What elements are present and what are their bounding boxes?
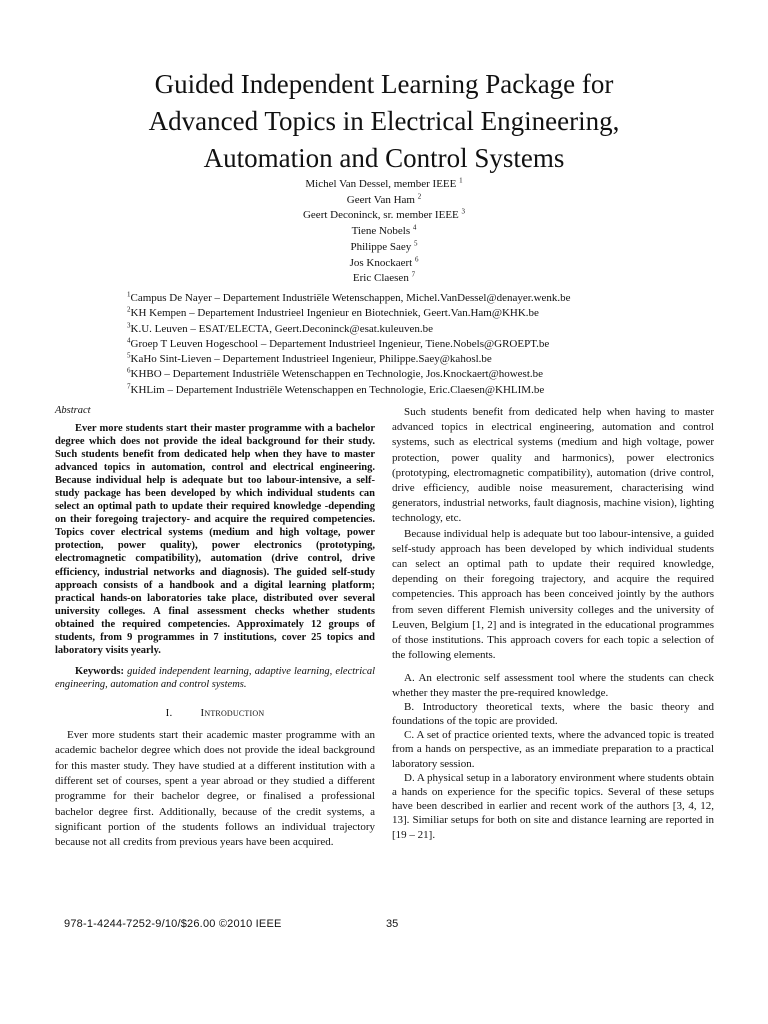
abstract-heading: Abstract: [55, 405, 91, 416]
section-title: Introduction: [200, 706, 265, 719]
title-line-2: Advanced Topics in Electrical Engineering,: [148, 106, 620, 136]
keywords: [55, 665, 375, 691]
author-entry: Jos Knockaert $^6$: [349, 254, 419, 269]
introduction-paragraph: Ever more students start their academic master programme with an academic bachelor degree which does not provide the ideal background for this master study. They have studied at a different institution with a different set of courses, spent a year abroad or they studied a different programme for their bachelor degree, or finalised a professional bachelor degree first. Additionally, because of the credit systems, a significant portion of the students follows an individual trajectory because not all credits from previous years have been acquired.: [55, 728, 375, 849]
affiliation-entry: $^5$KaHo Sint-Lieven – Departement Industrieel Ingenieur, Philippe.Saey@kahosl.be: [127, 351, 492, 366]
paper-title: [60, 66, 708, 177]
author-list: [184, 177, 584, 287]
affiliation-entry: $^2$KH Kempen – Departement Industrieel Ingenieur en Biotechniek, Geert.Van.Ham@KHK.be: [127, 305, 539, 320]
page-number: 35: [386, 918, 399, 930]
keywords-text: guided independent learning, adaptive learning, electrical engineering, automation and control systems.: [55, 665, 376, 690]
author-entry: Philippe Saey $^5$: [350, 239, 418, 253]
title-line-3: Automation and Control Systems: [203, 143, 565, 173]
author-entry: Eric Claesen $^7$: [352, 270, 416, 285]
author-entry: Michel Van Dessel, member IEEE $^1$: [305, 176, 463, 190]
body-paragraph: Because individual help is adequate but too labour-intensive, a guided self-study approach has been developed by which individual students can select an optimal path to update their required knowledge, depending on their foregoing trajectory, and acquire the required competencies. This approach has been conceived jointly by the authors from seven different Flemish university colleges and the university of Leuven, Belgium [1, 2] and is integrated in the educational programmes of those institutions. This approach covers for each topic a selection of the following elements.: [392, 527, 714, 662]
affiliation-entry: $^4$Groep T Leuven Hogeschool – Departement Industrieel Ingenieur, Tiene.Nobels@GROEPT.be: [127, 336, 550, 350]
title-line-1: Guided Independent Learning Package for: [154, 69, 614, 99]
list-item: B. Introductory theoretical texts, where the basic theory and foundations of the topic are provided.: [392, 700, 714, 728]
footer-copyright: 978-1-4244-7252-9/10/$26.00 ©2010 IEEE: [64, 918, 282, 930]
affiliation-entry: $^7$KHLim – Departement Industriële Wetenschappen en Technologie, Eric.Claesen@KHLIM.be: [127, 382, 545, 396]
list-item: D. A physical setup in a laboratory environment where students obtain a hands on experience for the specific topics. Several of these setups have been described in earlier and recent work of the authors [3, 4, 12, 13]. Similiar setups for both on site and distance learning are reported in [19 – 21].: [392, 771, 714, 841]
list-item: A. An electronic self assessment tool where the students can check whether they master the pre-required knowledge.: [392, 672, 714, 699]
right-column: [392, 405, 714, 842]
keywords-label: Keywords:: [75, 665, 124, 677]
section-heading-introduction: [55, 706, 375, 720]
author-entry: Geert Van Ham $^2$: [346, 192, 422, 206]
affiliation-entry: $^1$Campus De Nayer – Departement Industriële Wetenschappen, Michel.VanDessel@denayer.wenk.be: [127, 290, 571, 304]
paragraph-gap: [392, 663, 714, 671]
affiliation-entry: $^6$KHBO – Departement Industriële Wetenschappen en Technologie, Jos.Knockaert@howest.be: [127, 366, 544, 381]
affiliation-list: [127, 291, 687, 398]
section-number: I.: [165, 706, 173, 719]
body-paragraph: Such students benefit from dedicated help when having to master advanced topics in electrical engineering, automation and control systems, such as electrical systems (medium and high voltage, power protection, power quality and harmonics), power electronics (prototyping, electromagnetic compatibility), automation (drive control, drive efficiency, audible noise measurement, characterising wind generators, industrial networks, fault diagnosis, machine vision), lighting technology, etc.: [392, 406, 714, 525]
left-column: [55, 404, 375, 851]
list-item: C. A set of practice oriented texts, where the advanced topic is treated from a hands on perspective, as an immediate preparation to a practical laboratory session.: [392, 729, 714, 770]
author-entry: Geert Deconinck, sr. member IEEE $^3$: [302, 207, 466, 222]
author-entry: Tiene Nobels $^4$: [351, 223, 417, 238]
abstract-text: Ever more students start their master programme with a bachelor degree which does not provide the ideal background for their study. Such students benefit from dedicated help when they have to master advanced topics in automation, control and electrical engineering. Because individual help is adequate but too labour-intensive, a self-study package has been developed by which individual students can select an optimal path to update their required knowledge -depending on their foregoing trajectory- and acquire the required competencies. Topics cover electrical systems (medium and high voltage, power protection, power quality), power electronics (prototyping, electromagnetic compatibility), automation (drive control, drive efficiency, industrial networks and diagnosis). The guided self-study approach consists of a handbook and a digital learning platform; practical hands-on laboratories take place, distributed over several university colleges. A final assessment checks whether students obtained the required competencies. Approximately 12 groups of students, from 9 programmes in 7 institutions, cover 25 topics and laboratory visits yearly.: [55, 423, 375, 656]
affiliation-entry: $^3$K.U. Leuven – ESAT/ELECTA, Geert.Deconinck@esat.kuleuven.be: [127, 320, 433, 335]
